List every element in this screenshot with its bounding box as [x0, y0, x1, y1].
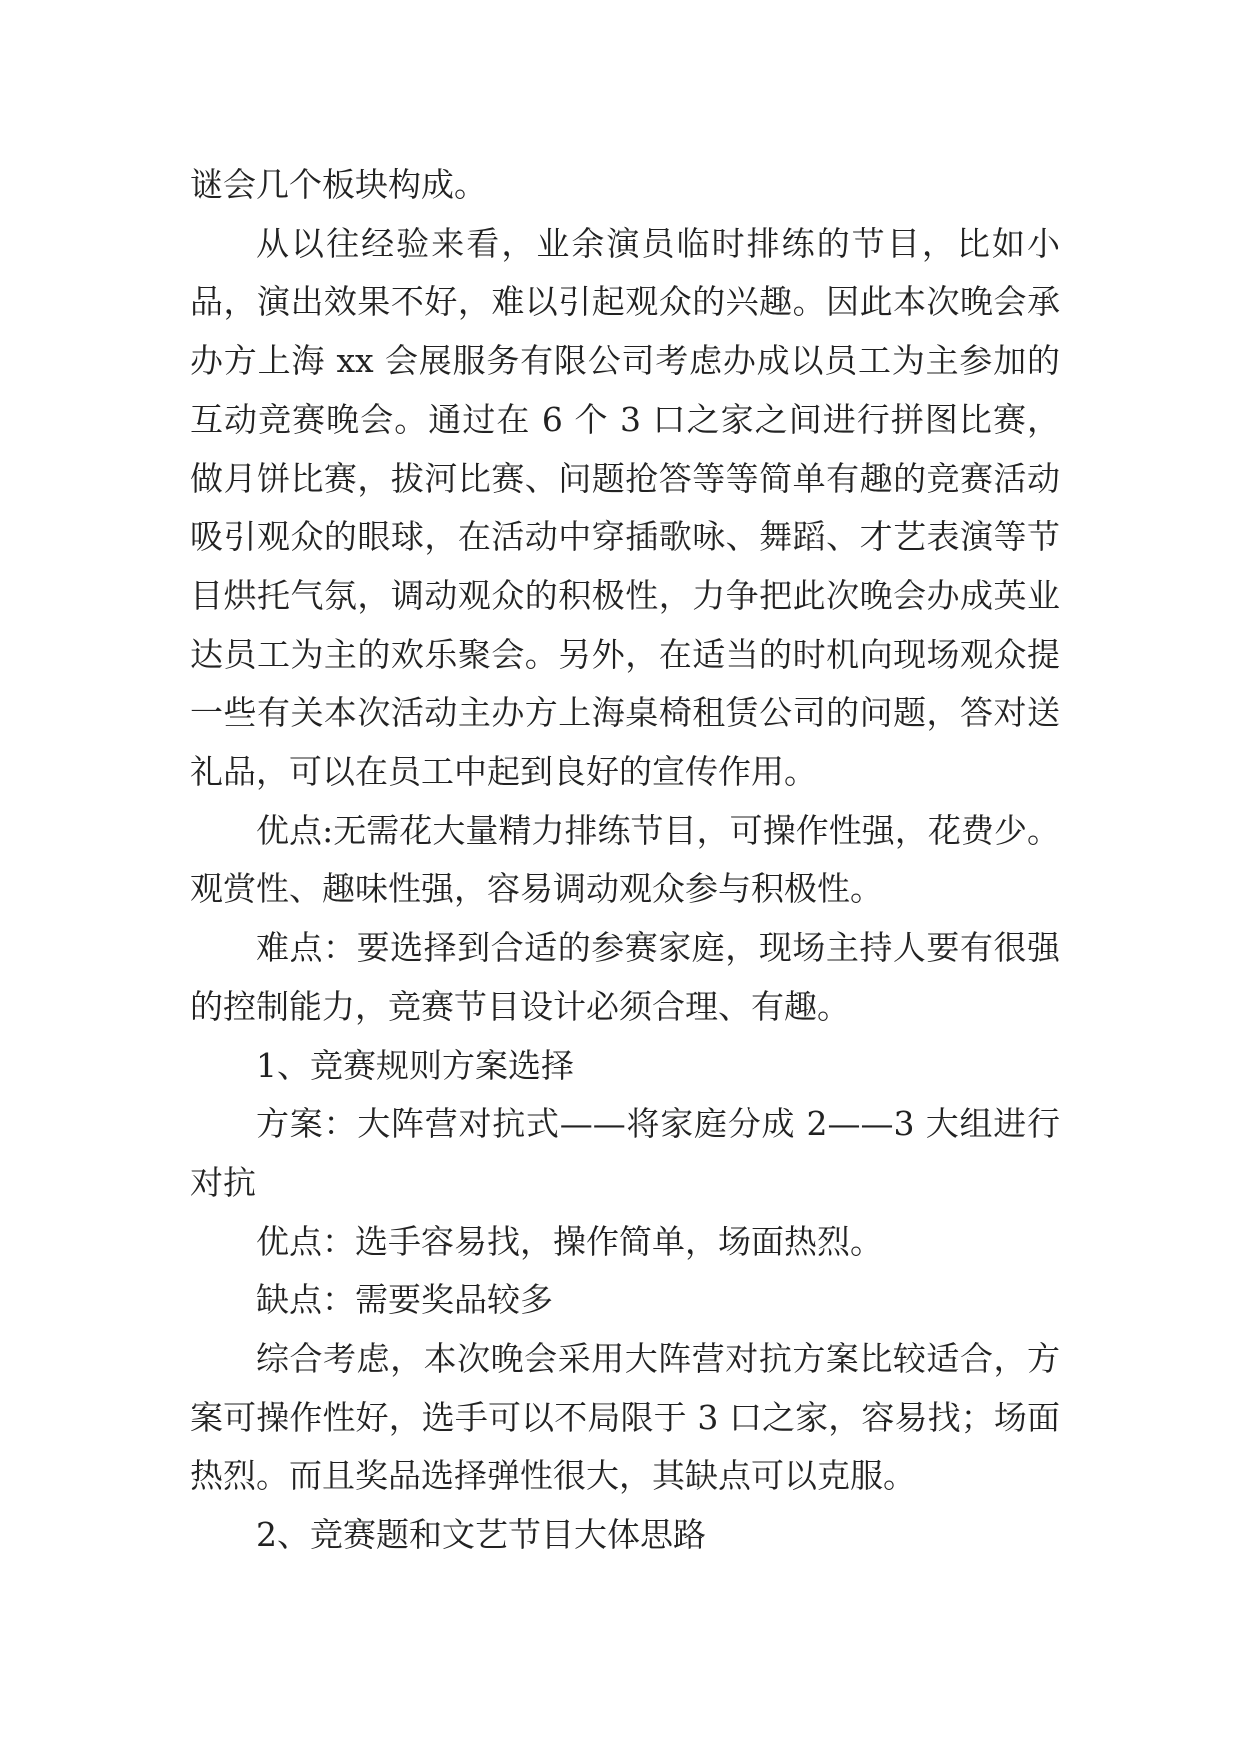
paragraph-plan-cons: 缺点：需要奖品较多: [256, 1280, 553, 1320]
section-heading-ideas: 2、竞赛题和文艺节目大体思路: [256, 1515, 706, 1555]
paragraph-difficulties: 难点：要选择到合适的参赛家庭，现场主持人要有很强的控制能力，竞赛节目设计必须合理、有趣。: [190, 928, 1060, 1026]
section-heading-rules: 1、竞赛规则方案选择: [256, 1045, 574, 1085]
paragraph-conclusion: 综合考虑，本次晚会采用大阵营对抗方案比较适合，方案可操作性好，选手可以不局限于 3 口之家，容易找；场面热烈。而且奖品选择弹性很大，其缺点可以克服。: [190, 1339, 1060, 1496]
document-body: [190, 156, 1060, 1565]
paragraph-advantages: 优点:无需花大量精力排练节目，可操作性强，花费少。观赏性、趣味性强，容易调动观众参与积极性。: [190, 810, 1060, 909]
paragraph-continuation: 谜会几个板块构成。: [190, 165, 487, 204]
paragraph-plan: 方案：大阵营对抗式——将家庭分成 2——3 大组进行对抗: [190, 1104, 1060, 1202]
paragraph-experience: 从以往经验来看，业余演员临时排练的节目，比如小品，演出效果不好，难以引起观众的兴趣。因此本次晚会承办方上海 xx 会展服务有限公司考虑办成以员工为主参加的互动竞赛晚会。通过在 6 个 3 口之家之间进行拼图比赛，做月饼比赛，拔河比赛、问题抢答等等简单有趣的竞赛活动吸引观众的眼球，在活动中穿插歌咏、舞蹈、才艺表演等节目烘托气氛，调动观众的积极性，力争把此次晚会办成英业达员工为主的欢乐聚会。另外，在适当的时机向现场观众提一些有关本次活动主办方上海桌椅租赁公司的问题，答对送礼品，可以在员工中起到良好的宣传作用。: [190, 223, 1060, 792]
paragraph-plan-pros: 优点：选手容易找，操作简单，场面热烈。: [256, 1221, 883, 1261]
